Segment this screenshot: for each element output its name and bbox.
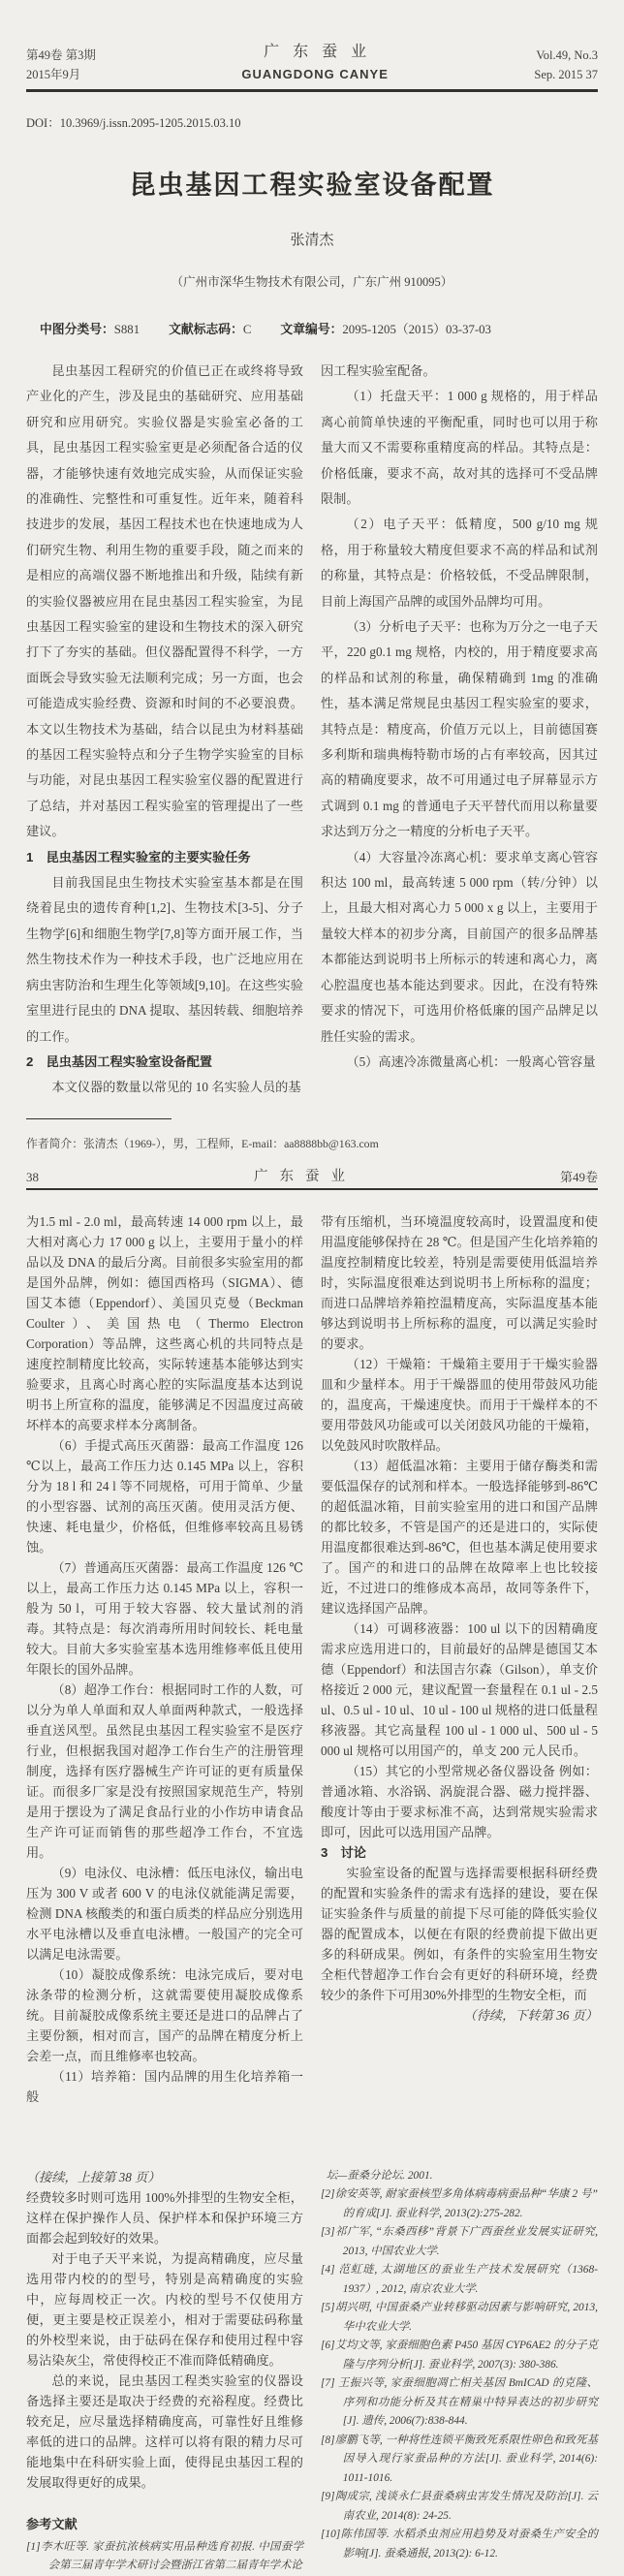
paragraph: 参考文献 [26,2516,78,2531]
body-columns-p1 [26,359,598,1101]
author-bio-footnote: 作者简介：张清杰（1969-），男，工程师，E-mail：aa8888bb@163.com [26,1136,379,1150]
author-name: 张清杰 [290,232,334,248]
reference-entry: [3]祁广军, “东桑西移”背景下广西蚕丝业发展实证研究, 2013, 中国农业大学. [321,2226,598,2257]
column-right-p1 [321,359,598,1101]
paragraph: 目前我国昆虫生物技术实验室基本都是在围绕着昆虫的遗传育种[1,2]、生物技术[3-5]、分子生物学[6]和细胞生物学[7,8]等方面开展工作，当然生物技术作为一种技术手段，也广泛地应用在病虫害防治和生理生化等领域[9,10]。在这些实验室里进行昆虫的 DNA 提取、基因转载、细胞培养的工作。 [26,875,303,1044]
reference-entry: [9]陶成宗, 浅谈永仁县蚕桑病虫害发生情况及防治[J]. 云南农业, 2014(8): 24-25. [321,2491,598,2522]
date-en-page: Sep. 2015 37 [534,67,598,81]
paragraph: 本文仪器的数量以常见的 10 名实验人员的基 [51,1080,301,1095]
journal-title-en: GUANGDONG CANYE [241,66,389,81]
paragraph: 1 昆虫基因工程实验室的主要实验任务 [26,849,251,864]
body-columns-p3 [26,2167,598,2576]
paragraph: （14）可调移液器：100 ul 以下的因精确度需求应选用进口的，目前最好的品牌是德国艾本德（Eppendorf）和法国吉尔森（Gilson），单支价格接近 2 000 元，建议配置一套量程在 0.1 ul - 2.5 ul、0.5 ul - 10 ul、10 ul - 100 ul 规格的进口低量程移液器。其它高量程 100 ul - 1 000 ul、500 ul - 5 000 ul 规格可以用国产的，单支 200 元人民币。 [321,1620,598,1758]
paragraph: （5）高速冷冻微量离心机：一般离心管容量 [346,1053,596,1069]
paragraph: （7）普通高压灭菌器：最高工作温度 126 ℃以上，最高工作压力达 0.145 MPa 以上，容积一般为 50 l，可用于较大容器、较大量试剂的消毒。其特点是：每次消毒所用时间较长、耗电量较大。目前大多实验室基本选用维修率低且使用年限长的国外品牌。 [26,1559,303,1677]
reference-entry: 坛—蚕桑分论坛. 2001. [326,2169,433,2182]
doi-line: DOI：10.3969/j.issn.2095-1205.2015.03.10 [26,115,241,130]
paragraph: （11）培养箱：国内品牌的用生化培养箱一般 [26,2068,303,2104]
paragraph: （2）电子天平：低精度，500 g/10 mg 规格，用于称量较大精度但要求不高的样品和试剂的称量，其特点是：价格较低，不受品牌限制，目前上海国产品牌的或国外品牌均可用。 [321,517,598,609]
paragraph: （8）超净工作台：根据同时工作的人数，可以分为单人单面和双人单面两种款式，一般选择垂直送风型。虽然昆虫基因工程实验室不是医疗行业，但根据我国对超净工作台生产的注册管理制度，选择有医疗器械生产许可证的更有质量保证。而很多厂家是没有按照国家规范生产，特别是用于摆设为了满足食品行业的小作坊申请食品生产许可证而销售的那些超净工作台，不宜选用。 [26,1681,303,1860]
running-header [26,1165,598,1185]
running-volume: 第49卷 [559,1169,598,1184]
volume-issue-block [26,47,96,84]
body-columns-p2 [26,1211,598,2107]
paragraph: （13）超低温冰箱：主要用于储存酶类和需要低温保存的试剂和样本。一般选择能够到-86℃的超低温冰箱，目前实验室用的进口和国产品牌的都比较多，不管是国产的还是进口的，实际使用温度都很难达到-86℃，但也基本满足使用要求了。国产的和进口的品牌在故障率上也比较接近，不过进口的维修成本高昂，故同等条件下，建议选择国产品牌。 [321,1458,598,1616]
paragraph: 总的来说，昆虫基因工程类实验室的仪器设备选择主要还是取决于经费的充裕程度。经费比较充足，应尽量选择精确度高，可靠性好且维修率低的进口的品牌。这样可以将有限的精力尽可能地集中在科研实验上面，使得昆虫基因工程的发展取得更好的成果。 [26,2372,303,2490]
paragraph: （3）分析电子天平：也称为万分之一电子天平，220 g0.1 mg 规格，内校的，用于精度要求高的样品和试剂的称量，确保精确到 1mg 的准确性，基本满足常规昆虫基因工程实验室的要求，其特点是：精度高，价值万元以上，目前德国赛多利斯和瑞典梅特勒市场的占有率较高，因其过高的精确度要求，故不可用通过电子屏幕显示方式调到 0.1 mg 的普通电子天平替代而用以称量要求达到万分之一精度的分析电子天平。 [321,619,598,839]
paragraph: 2 昆虫基因工程实验室设备配置 [26,1053,212,1069]
paragraph: （1）托盘天平：1 000 g 规格的，用于样品离心前简单快速的平衡配重，同时也可以用于称量大而又不需要称重精度高的样品。其特点是：价格低廉，要求不高，故对其的选择可不受品牌限制。 [321,389,598,506]
reference-entry: [7] 王振兴等, 家蚕细胞凋亡相关基因 BmICAD 的克隆、序列和功能分析及其在精巢中特异表达的初步研究[J]. 遗传, 2006(7):838-844. [321,2377,598,2428]
running-journal-title: 广东蚕业 [253,1168,357,1184]
page-number: 38 [26,1169,39,1184]
reference-entry: [4] 范虹琏, 太湖地区的蚕业生产技术发展研究（1368-1937）, 2012, 南京农业大学. [321,2264,598,2295]
meta-label: 中图分类号： [40,321,114,336]
paragraph: 带有压缩机，当环境温度较高时，设置温度和使用温度能够保持在 28 ℃。但是国产生化培养箱的温度控制精度比较差，特别是需要使用低温培养时，实际温度很难达到说明书上所标称的温度；而进口品牌培养箱控温精度高，实际温度基本能够达到说明书上所标称的温度，可以满足实验时的要求。 [321,1213,598,1351]
paragraph: （9）电泳仪、电泳槽：低压电泳仪，输出电压为 300 V 或者 600 V 的电泳仪就能满足需要，检测 DNA 核酸类的和蛋白质类的样品应分别选用水平电泳槽以及垂直电泳槽。一般国产的完全可以满足电泳需要。 [26,1865,303,1962]
meta-item [169,319,251,337]
running-header-rule [26,1188,598,1190]
paragraph: （12）干燥箱：干燥箱主要用于干燥实验器皿和少量样本。用于干燥器皿的使用带鼓风功能的，温度高，干燥速度快。而用于干燥样本的不要用带鼓风功能或可以关闭鼓风功能的干燥箱，以免鼓风时吹散样品。 [321,1356,598,1453]
reference-entry: [5]胡兴明, 中国蚕桑产业转移驱动因素与影响研究, 2013, 华中农业大学. [321,2302,598,2333]
page-1 [0,0,624,1151]
paragraph: 对于电子天平来说，为提高精确度，应尽量选用带内校的的型号，特别是高精确度的实验中，应每周校正一次。内校的型号不仅使用方便，更主要是校正误差小，相对于需要砝码称量的外校型来说，由于砝码在保存和使用过程中容易沾染灰尘，常使得校正不准而降低精确度。 [26,2250,303,2368]
paragraph: [1]李木旺等. 家蚕抗浓核病实用品种选育初报. 中国蚕学会第三届青年学术研讨会暨浙江省第二届青年学术论 [26,2540,303,2572]
page-3 [0,2107,624,2576]
meta-value: S881 [113,322,140,336]
reference-entry: [10]陈伟国等. 水稻杀虫剂应用趋势及对蚕桑生产安全的影响[J]. 蚕桑通报, 2013(2): 6-12. [321,2529,598,2560]
paragraph: 经费较多时则可选用 100%外排型的生物安全柜，这样在保护操作人员、保护样本和保护环境三方面都会起到较好的效果。 [26,2189,303,2246]
page-2 [0,1151,624,2107]
paragraph: （待续，下转第 36 页） [463,2007,598,2023]
issue-date-cn: 2015年9月 [26,67,81,81]
reference-entry: [6]艾均文等, 家蚕细胞色素 P450 基因 CYP6AE2 的分子克隆与序列分析[J]. 蚕业科学, 2007(3): 380-386. [321,2340,598,2371]
paragraph: （10）凝胶成像系统：电泳完成后，要对电泳条带的检测分析，这就需要使用凝胶成像系统。目前凝胶成像系统主要还是进口的品牌占了主要份额，相对而言，国产的品牌在精度分析上会差一点，而且维修率也较高。 [26,1966,303,2063]
meta-value: C [242,322,252,336]
column-right-p2 [321,1211,598,2107]
header-rule [26,89,598,92]
volume-info-block [534,47,598,84]
affiliation: （广州市深华生物技术有限公司，广东广州 910095） [171,274,453,289]
article-meta [26,319,598,337]
paragraph: 昆虫基因工程研究的价值已正在或终将导致产业化的产生，涉及昆虫的基础研究、应用基础研究和应用研究。实验仪器是实验室必备的工具，昆虫基因工程实验室更是必须配备合适的仪器，才能够快速有效地完成实验，从而保证实验的准确性、完整性和可重复性。近年来，随着科技进步的发展，基因工程技术也在快速地成为人们研究生物、利用生物的重要手段，随之而来的是相应的高端仪器不断地推出和升级，陆续有新的实验仪器被应用在昆虫基因工程实验室，为昆虫基因工程实验室的建设和生物技术的深入研究打下了夯实的基础。但仪器配置得不科学，一方面既会导致实验无法顺利完成；另一方面，也会可能造成实验经费、资源和时间的不必要浪费。本文以生物技术为基础，结合以昆虫为材料基础的基因工程实验特点和分子生物学实验室的目标与功能，对昆虫基因工程实验室仪器的配置进行了总结，并对基因工程实验室的管理提出了一些建议。 [26,362,303,839]
volume-en: Vol.49, No.3 [536,48,598,63]
paragraph: 实验室设备的配置与选择需要根据科研经费的配置和实验条件的需求有选择的建设，要在保证实验条件与质量的前提下尽可能的降低实验仪器的配置成本，以便在有限的经费前提下做出更多的科研成果。例如，有条件的实验室用生物安全柜代替超净工作台会有更好的科研环境，经费较少的条件下可用30%外排型的生物安全柜，而 [321,1865,598,2002]
journal-header [26,41,598,84]
article-title: 昆虫基因工程实验室设备配置 [129,170,495,200]
paragraph: （15）其它的小型常规必备仪器设备 例如：普通冰箱、水浴锅、涡旋混合器、磁力搅拌器、酸度计等由于要求标准不高，达到常规实验需求即可，因此可以选用国产品牌。 [321,1763,598,1839]
paragraph: （4）大容量冷冻离心机：要求单支离心管容积达 100 ml，最高转速 5 000 rpm（转/分钟）以上，且最大相对离心力 5 000 x g 以上，主要用于量较大样本的初步分离，目前国产的很多品牌基本都能达到说明书上所标示的转速和离心力，离心腔温度也基本能达到要求。因此，在没有特殊要求的情况下，可选用价格低廉的国产品牌足以胜任实验的需求。 [321,849,598,1044]
meta-item [280,319,491,337]
reference-entry: [8]廖鹏飞等, 一种将性连锁平衡致死系限性卵色和致死基因导入现行家蚕品种的方法[J]. 蚕业科学, 2014(6): 1011-1016. [321,2434,598,2484]
paragraph: 3 讨论 [321,1844,366,1860]
column-left-p2 [26,1211,303,2107]
column-right-p3 [321,2167,598,2576]
column-left-p3 [26,2167,303,2576]
column-left-p1 [26,359,303,1101]
paragraph: （接续，上接第 38 页） [26,2169,161,2184]
paragraph: 因工程实验室配备。 [321,362,436,378]
footnote-rule [26,1118,172,1119]
journal-title-cn: 广东蚕业 [264,44,381,60]
meta-value: 2095-1205（2015）03-37-03 [342,322,491,336]
reference-entry: [2]徐安英等, 耐家蚕核型多角体病毒病蚕品种“华康 2 号”的育成[J]. 蚕业科学, 2013(2):275-282. [321,2188,598,2219]
meta-item [40,319,140,337]
journal-title-block [241,41,389,84]
meta-label: 文献标志码： [169,321,243,336]
meta-label: 文章编号： [280,321,343,336]
paragraph: （6）手提式高压灭菌器：最高工作温度 126 ℃以上，最高工作压力达 0.145 MPa 以上，容积分为 18 l 和 24 l 等不同规格，可用于简单、少量的小型容器、试剂的高压灭菌。使用灵活方便、快速、耗电量少，价格低，但维修率较高且易锈蚀。 [26,1437,303,1555]
volume-issue: 第49卷 第3期 [26,48,96,63]
paragraph: 为1.5 ml - 2.0 ml，最高转速 14 000 rpm 以上，最大相对离心力 17 000 g 以上，主要用于量小的样品以及 DNA 的最后分离。目前很多实验室用的都是国外品牌，例如：德国西格玛（SIGMA）、德国艾本德（Eppendorf）、美国贝克曼（Beckman Coulter）、美国热电（Thermo Electron Corporation）等品牌，这些离心机的共同特点是速度控制精度比较高，实际转速基本能够达到实验要求，且离心时离心腔的实际温度基本达到说明书上所宣称的温度，能够满足不因温度过高破坏样本的高要求样本分离制备。 [26,1213,303,1432]
